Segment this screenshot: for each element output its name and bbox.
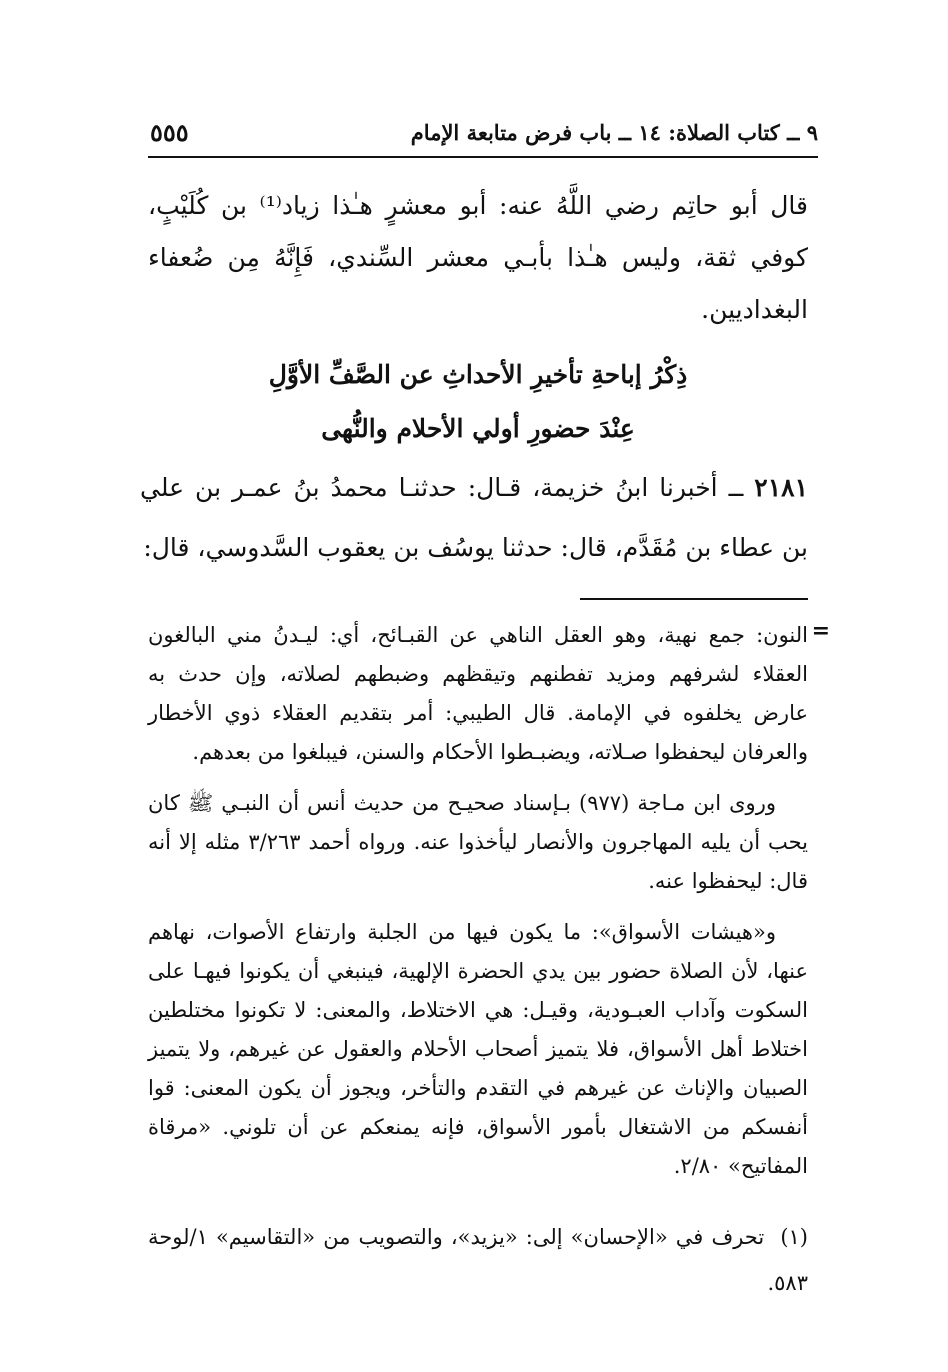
hadith-text xyxy=(140,458,808,578)
hadith-chain: ــ أخبرنا ابنُ خزيمة، قـال: حدثنـا محمدُ بنُ عمـر بن علي بن عطاء بن مُقَدَّم، قال: حدثنا يوسُف بن يعقوب السَّدوسي، قال: xyxy=(140,473,808,562)
heading-line-2: عِنْدَ حضورِ أولي الأحلام والنُّهى xyxy=(321,414,635,443)
footnote-continuation-mark: = xyxy=(811,618,830,644)
footnote-1-number: (١) xyxy=(780,1225,808,1249)
page-number: ٥٥٥ xyxy=(150,117,189,147)
heading-line-1: ذِكْرُ إباحةِ تأخيرِ الأحداثِ عن الصَّفِّ الأوَّلِ xyxy=(268,360,688,389)
footnotes xyxy=(148,616,808,1198)
footnote-paragraph-3: و«هيشات الأسواق»: ما يكون فيها من الجلبة وارتفاع الأصوات، نهاهم عنها، لأن الصلاة حضور بين يدي الحضرة الإلهية، فينبغي أن يكونوا فيهـا على السكوت وآداب العبـودية، وقيـل: هي الاختلاط، والمعنى: لا تكونوا مختلطين اختلاط أهل الأسواق، فلا يتميز أصحاب الأحلام والعقول عن غيرهم، ولا يتميز الصبيان والإناث عن غيرهم في التقدم والتأخر، ويجوز أن يكون المعنى: قوا أنفسكم من الاشتغال بأمور الأسواق، فإنه يمنعكم عن أن تلوني. «مرقاة المفاتيح» ٢/٨٠. xyxy=(148,920,808,1178)
main-text xyxy=(148,180,808,336)
footnote-rule xyxy=(580,598,808,600)
footnote-paragraph-1: النون: جمع نهية، وهو العقل الناهي عن القبـائح، أي: ليـدنُ مني البالغون العقلاء لشرفهم ومزيد تفطنهم وتيقظهم وضبطهم لصلاته، وإن حدث به عارض يخلفوه في الإمامة. قال الطيبي: أمر بتقديم العقلاء ذوي الأخطار والعرفان ليحفظوا صـلاته، ويضبـطوا الأحكام والسنن، فيبلغوا من بعدهم. xyxy=(148,623,808,764)
footnote-1-text: تحرف في «الإحسان» إلى: «يزيد»، والتصويب من «التقاسيم» ١/لوحة ٥٨٣. xyxy=(148,1225,808,1295)
footnote-paragraph-2: وروى ابن مـاجة (٩٧٧) بـإسناد صحيـح من حديث أنس أن النبـي ﷺ كان يحب أن يليه المهاجرون والأنصار ليأخذوا عنه. ورواه أحمد ٣/٢٦٣ مثله إلا أنه قال: ليحفظوا عنه. xyxy=(148,791,808,893)
running-title: ٩ ــ كتاب الصلاة: ١٤ ــ باب فرض متابعة الإمام xyxy=(410,119,818,145)
footnote-1 xyxy=(148,1214,808,1306)
hadith-number: ٢١٨١ xyxy=(754,473,808,502)
section-heading xyxy=(148,348,808,456)
page-header xyxy=(150,112,818,152)
header-rule xyxy=(148,156,818,158)
main-paragraph: قال أبو حاتِم رضي اللَّهُ عنه: أبو معشرٍ هـٰذا زياد⁽¹⁾ بن كُلَيْبٍ، كوفي ثقة، وليس هـٰذا بأبـي معشر السِّندي، فَإِنَّهُ مِن ضُعفاء البغداديين. xyxy=(148,191,808,324)
